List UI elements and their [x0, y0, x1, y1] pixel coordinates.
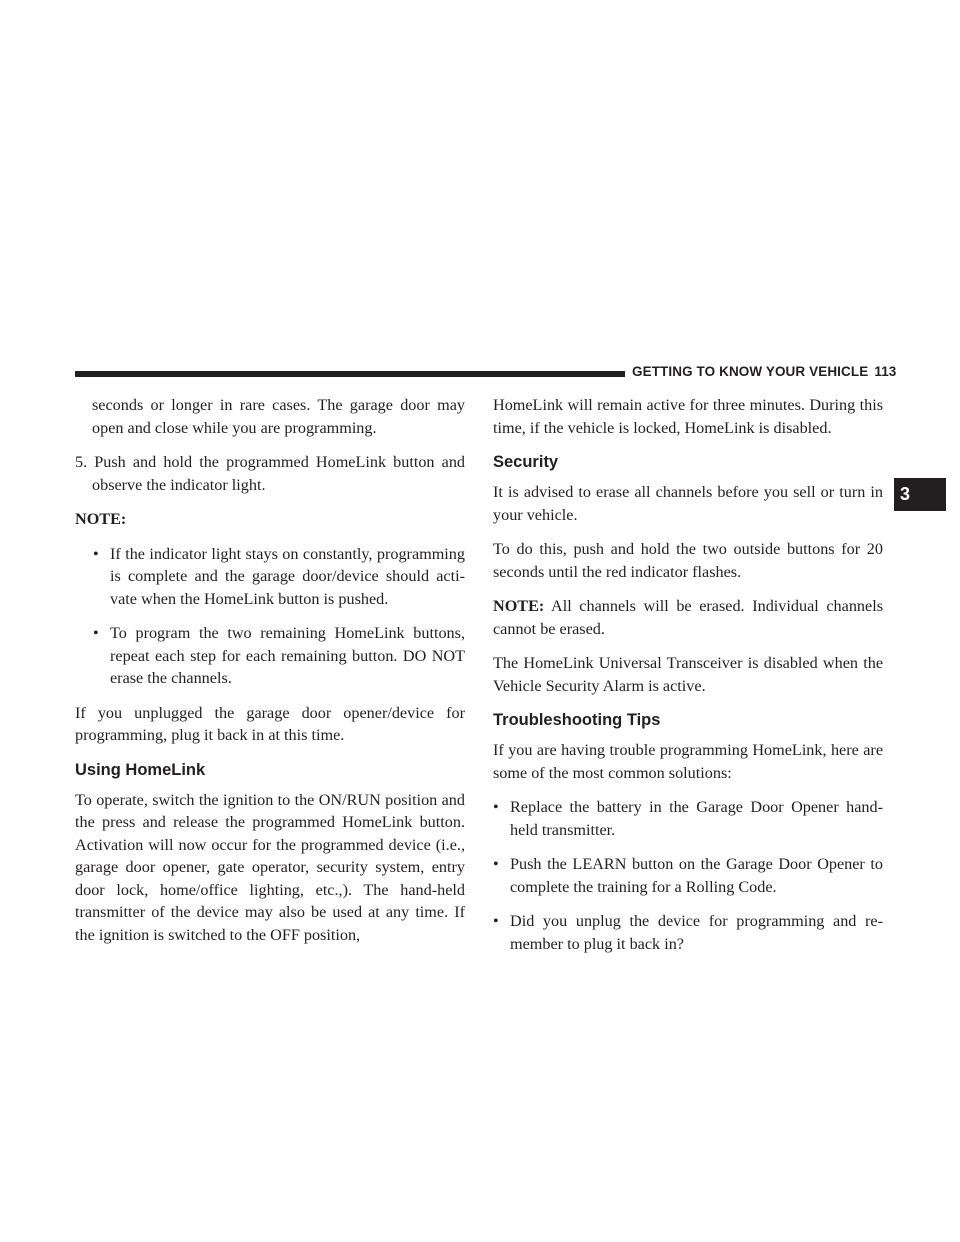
list-item-text: Replace the battery in the Garage Door Opener hand- held transmitter.: [510, 798, 883, 839]
security-paragraph-1: It is advised to erase all channels before you sell or turn in your vehicle.: [493, 483, 883, 524]
troubleshooting-heading: Troubleshooting Tips: [493, 711, 661, 729]
bullet-icon: •: [93, 624, 99, 642]
list-item: [493, 853, 883, 898]
unplugged-paragraph: If you unplugged the garage door opener/device for programming, plug it back in at this time.: [75, 703, 465, 744]
list-item: [493, 910, 883, 955]
list-item-text: Did you unplug the device for programming and re- member to plug it back in?: [510, 912, 883, 953]
continued-paragraph: seconds or longer in rare cases. The garage door may open and close while you are programming.: [92, 396, 465, 437]
note-bullet-list: [75, 543, 465, 690]
step-text: Push and hold the programmed HomeLink button and observe the indicator light.: [92, 453, 466, 494]
step-5: [75, 451, 465, 496]
header-rule: [75, 371, 625, 377]
security-heading: Security: [493, 453, 559, 471]
security-note: [493, 595, 883, 640]
bullet-icon: •: [493, 912, 499, 930]
troubleshooting-intro: If you are having trouble programming HomeLink, here are some of the most common solutions:: [493, 741, 883, 782]
list-item: [93, 543, 465, 611]
security-paragraph-3: The HomeLink Universal Transceiver is disabled when the Vehicle Security Alarm is active.: [493, 654, 883, 695]
bullet-icon: •: [493, 855, 499, 873]
page-number: 113: [874, 364, 897, 379]
bullet-icon: •: [493, 798, 499, 816]
note-text: All channels will be erased. Individual channels cannot be erased.: [493, 597, 883, 638]
using-homelink-heading: Using HomeLink: [75, 760, 206, 779]
section-title: GETTING TO KNOW YOUR VEHICLE: [632, 364, 869, 379]
list-item-text: To program the two remaining HomeLink buttons, repeat each step for each remaining button. DO NOT erase the channels.: [110, 624, 465, 687]
chapter-tab: 3: [894, 478, 946, 511]
list-item-text: Push the LEARN button on the Garage Door Opener to complete the training for a Rolling Code.: [510, 855, 883, 896]
note-label: NOTE:: [75, 510, 127, 528]
list-item-text: If the indicator light stays on constantly, programming is complete and the garage door/device should acti- vate when the HomeLink button is pushed.: [110, 544, 465, 608]
running-head: [632, 364, 897, 379]
list-item: [493, 796, 883, 841]
note-label: NOTE:: [493, 597, 545, 615]
bullet-icon: •: [93, 544, 99, 563]
list-item: [93, 622, 465, 690]
using-homelink-paragraph: To operate, switch the ignition to the ON/RUN position and the press and release the programmed HomeLink button. Activation will now occur for the programmed device (i.e., garage door opener, gate operator, security system, entry door lock, home/office lighting, etc.,). The hand-held transmitter of the device may also be used at any time. If the ignition is switched to the OFF position,: [75, 790, 465, 944]
step-number: 5.: [75, 453, 88, 471]
left-column: [75, 394, 465, 946]
right-column: [493, 394, 883, 955]
security-paragraph-2: To do this, push and hold the two outside buttons for 20 seconds until the red indicator flashes.: [493, 540, 883, 581]
continued-paragraph: HomeLink will remain active for three minutes. During this time, if the vehicle is locked, HomeLink is disabled.: [493, 396, 883, 437]
troubleshooting-bullet-list: [493, 796, 883, 955]
